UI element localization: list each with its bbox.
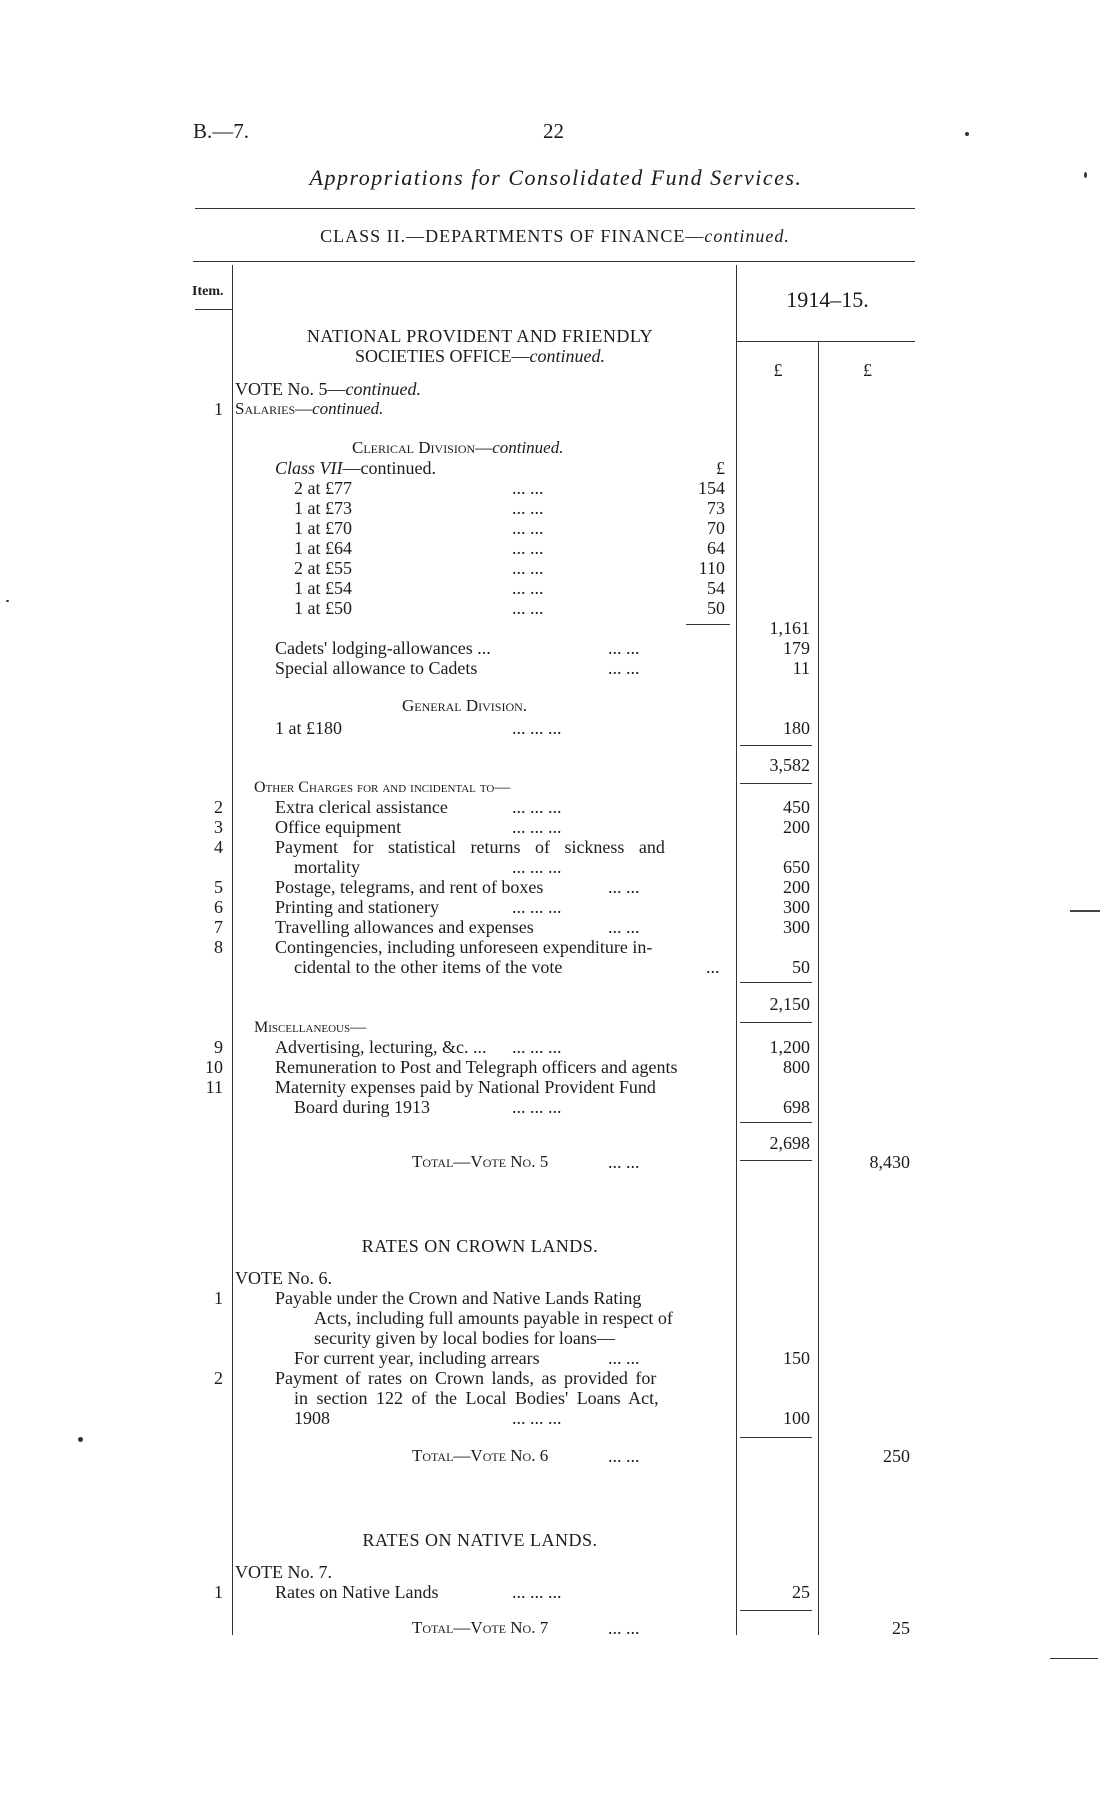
leader-dots: ... ... ... [512,1037,562,1057]
row-amount: 450 [783,797,810,817]
row-amount: 154 [698,478,725,498]
cadets-lodging-amount: 179 [783,638,810,658]
item-number: 11 [205,1077,223,1097]
row-amount: 50 [707,598,725,618]
native-lands-heading: RATES ON NATIVE LANDS. [362,1530,598,1550]
cadets-lodging-label: Cadets' lodging-allowances ... [275,638,491,658]
item-number: 6 [214,897,223,917]
leader-dots: ... ... [512,558,544,578]
vote-5-label: VOTE No. 5—continued. [235,379,421,399]
vote-5-total: 8,430 [869,1152,910,1172]
row-label: Extra clerical assistance [275,797,448,817]
leader-dots: ... ... ... [512,857,562,877]
leader-dots: ... ... [512,498,544,518]
leader-dots: ... ... [512,578,544,598]
page-title: Appropriations for Consolidated Fund Services. [309,165,803,190]
row-label-continued: mortality [294,857,360,877]
leader-dots: ... ... [608,658,640,678]
row-amount: 64 [707,538,725,558]
row-label: Office equipment [275,817,402,837]
row-label-continued: in section 122 of the Local Bodies' Loans Act, [294,1388,659,1408]
scan-speck [965,132,969,136]
row-label: Payment for statistical returns of sickness and [275,837,665,857]
leader-dots: ... [706,957,720,977]
other-charges-subtotal: 2,150 [769,994,810,1014]
row-amount: 200 [783,877,810,897]
department-heading-2: SOCIETIES OFFICE—continued. [355,346,605,366]
class-vii-heading: Class VII—continued. [275,458,436,478]
general-row-amount: 180 [783,718,810,738]
scan-mark [1070,910,1100,912]
vote-7-total-label: Total—Vote No. 7 [412,1618,549,1637]
scan-speck [78,1437,83,1442]
row-amount: 70 [707,518,725,538]
row-amount: 698 [783,1097,810,1117]
row-amount: 50 [792,957,810,977]
row-label: 2 at £77 [294,478,352,498]
row-amount: 54 [707,578,725,598]
item-number: 9 [214,1037,223,1057]
row-label: Rates on Native Lands [275,1582,439,1602]
row-label-continued: Acts, including full amounts payable in respect of [314,1308,673,1328]
row-amount: 110 [698,558,725,578]
year-header: 1914–15. [786,287,869,312]
item-number: 1 [214,1288,223,1308]
crown-lands-heading: RATES ON CROWN LANDS. [361,1236,599,1256]
row-amount: 150 [783,1348,810,1368]
item-number: 4 [214,837,223,857]
vote-5-total-label: Total—Vote No. 5 [412,1152,549,1171]
vote-7-label: VOTE No. 7. [235,1562,332,1582]
page-number: 22 [543,119,564,143]
clerical-division-heading: Clerical Division—continued. [352,438,564,457]
row-amount: 1,200 [769,1037,810,1057]
row-label: Advertising, lecturing, &c. ... [275,1037,487,1057]
row-amount: 73 [707,498,725,518]
item-number: 1 [214,1582,223,1602]
row-label: Postage, telegrams, and rent of boxes [275,877,544,897]
item-number: 8 [214,937,223,957]
salaries-subtotal: 3,582 [769,755,810,775]
leader-dots: ... ... [608,917,640,937]
scan-mark [1050,1658,1098,1659]
leader-dots: ... ... [608,638,640,658]
special-allowance-label: Special allowance to Cadets [275,658,478,678]
row-label: Remuneration to Post and Telegraph officers and agents [275,1057,678,1077]
special-allowance-amount: 11 [792,658,810,678]
row-amount: 650 [783,857,810,877]
row-label: 1 at £64 [294,538,352,558]
leader-dots: ... ... [512,478,544,498]
pound-header-1: £ [773,360,783,380]
item-number: 2 [214,1368,223,1388]
leader-dots: ... ... [608,1348,640,1368]
row-label: Payable under the Crown and Native Lands Rating [275,1288,642,1308]
leader-dots: ... ... [608,1446,640,1466]
leader-dots: ... ... [608,1618,640,1638]
leader-dots: ... ... [512,538,544,558]
row-label: Travelling allowances and expenses [275,917,534,937]
row-label: Contingencies, including unforeseen expenditure in- [275,937,653,957]
leader-dots: ... ... [512,598,544,618]
row-label: Maternity expenses paid by National Provident Fund [275,1077,656,1097]
leader-dots: ... ... ... [512,1408,562,1428]
scan-speck [6,600,9,602]
doc-reference: B.—7. [193,119,250,143]
row-label-continued: Board during 1913 [294,1097,430,1117]
row-amount: 25 [792,1582,810,1602]
item-number: 5 [214,877,223,897]
leader-dots: ... ... [608,877,640,897]
vote-6-total-label: Total—Vote No. 6 [412,1446,549,1465]
row-label: 1 at £70 [294,518,352,538]
row-label-continued: 1908 [294,1408,330,1428]
miscellaneous-heading: Miscellaneous— [254,1019,367,1036]
leader-dots: ... ... ... [512,1097,562,1117]
item-number: 1 [214,399,223,419]
pound-header-2: £ [863,360,872,380]
vote-7-total: 25 [892,1618,910,1638]
leader-dots: ... ... [512,518,544,538]
row-label-continued: security given by local bodies for loans— [314,1328,615,1348]
class-title: CLASS II.—DEPARTMENTS OF FINANCE—continued. [320,226,790,246]
row-label-continued: For current year, including arrears [294,1348,540,1368]
item-number: 3 [214,817,223,837]
general-row-label: 1 at £180 [275,718,342,738]
item-number: 10 [205,1057,223,1077]
class-vii-subtotal: 1,161 [769,618,810,638]
row-amount: 200 [783,817,810,837]
leader-dots: ... ... [608,1152,640,1172]
other-charges-heading: Other Charges for and incidental to— [254,779,511,796]
leader-dots: ... ... ... [512,718,562,738]
department-heading: NATIONAL PROVIDENT AND FRIENDLY [306,326,654,346]
vote-6-label: VOTE No. 6. [235,1268,332,1288]
row-label: 1 at £50 [294,598,352,618]
leader-dots: ... ... ... [512,1582,562,1602]
item-number: 2 [214,797,223,817]
pound-sign: £ [716,458,725,478]
item-column-header: Item. [192,284,224,299]
row-label: 2 at £55 [294,558,352,578]
row-label: 1 at £54 [294,578,352,598]
leader-dots: ... ... ... [512,797,562,817]
row-label: 1 at £73 [294,498,352,518]
salaries-subhead: Salaries—continued. [235,399,384,418]
row-label-continued: cidental to the other items of the vote [294,957,563,977]
leader-dots: ... ... ... [512,817,562,837]
row-amount: 300 [783,917,810,937]
miscellaneous-subtotal: 2,698 [769,1133,810,1153]
row-label: Payment of rates on Crown lands, as provided for [275,1368,657,1388]
scan-speck [1084,172,1087,178]
row-amount: 800 [783,1057,810,1077]
row-amount: 300 [783,897,810,917]
vote-6-total: 250 [883,1446,910,1466]
leader-dots: ... ... ... [512,897,562,917]
row-amount: 100 [783,1408,810,1428]
row-label: Printing and stationery [275,897,439,917]
item-number: 7 [214,917,223,937]
general-division-heading: General Division. [402,696,528,715]
